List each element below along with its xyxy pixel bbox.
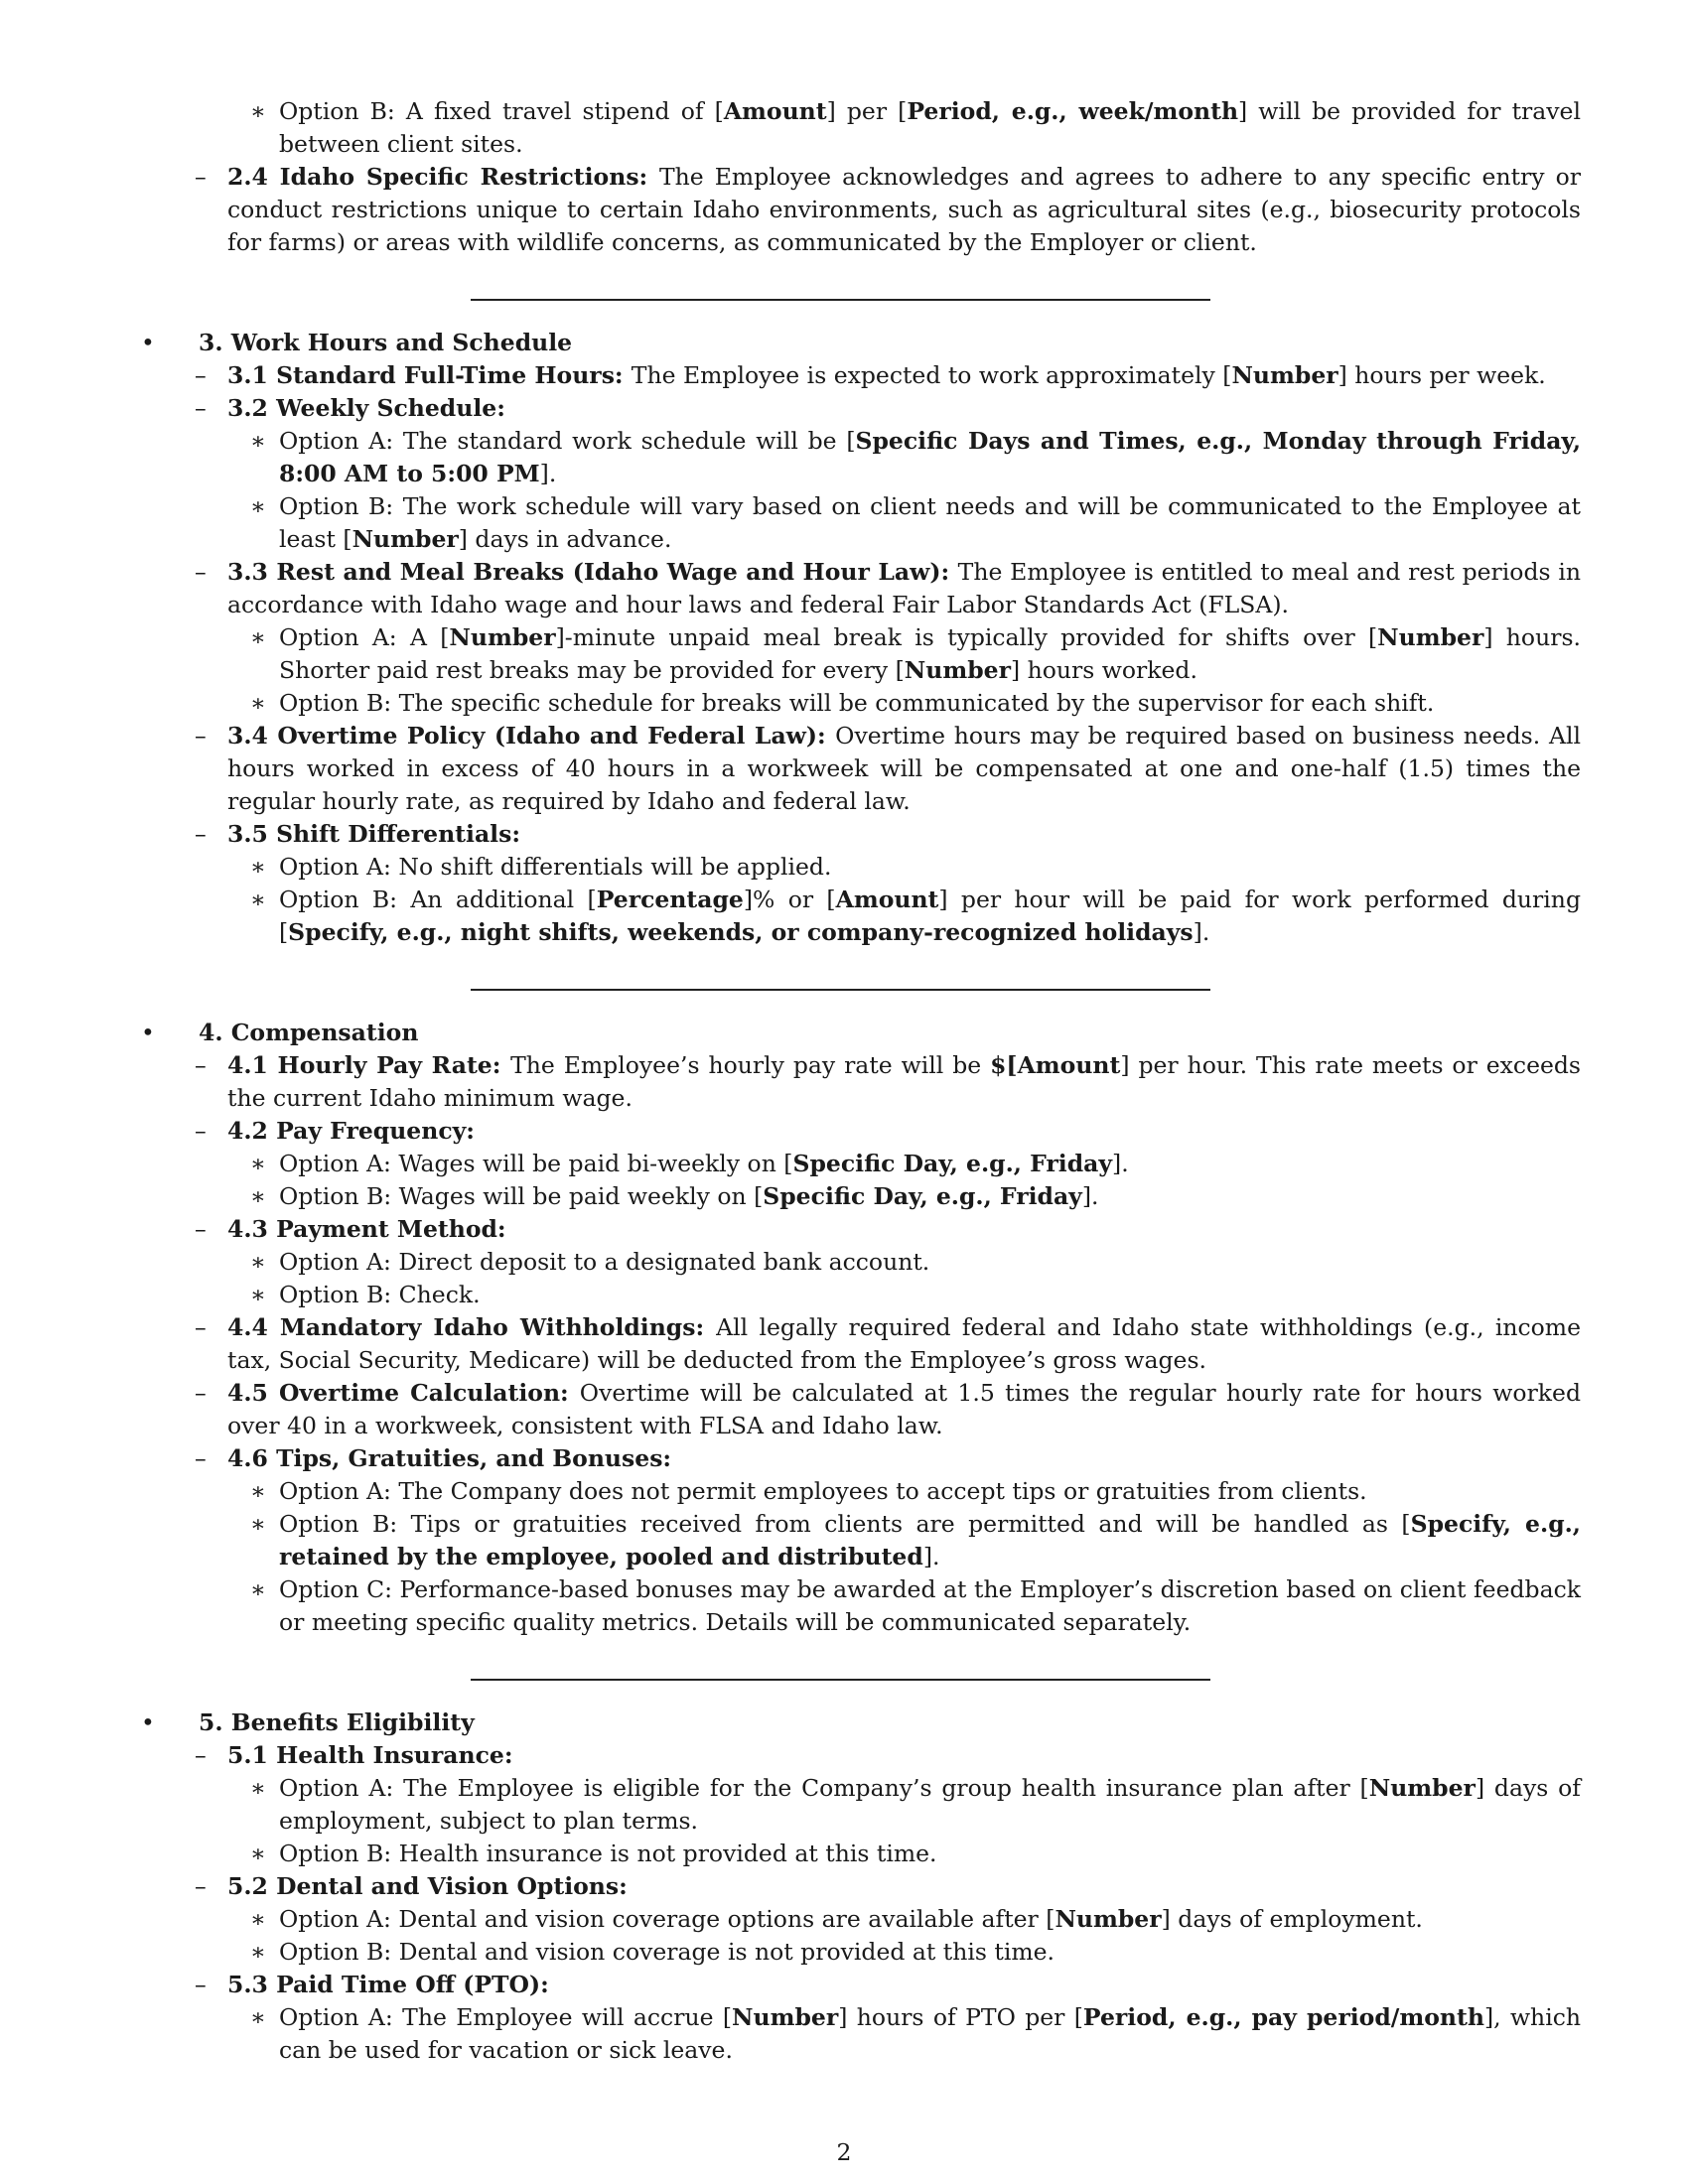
clause-item	[129, 1377, 1581, 1442]
body-text: Option C: Performance-based bonuses may be awarded at the Employer’s discretion based on client feedback or meeting specific quality metrics. Details will be communicated separately.	[279, 1575, 1581, 1636]
bold-text: Amount	[1017, 1051, 1121, 1079]
list-marker: –	[195, 1117, 207, 1145]
option-item	[129, 1903, 1581, 1936]
body-text: ].	[922, 1543, 940, 1570]
list-marker: –	[195, 1444, 207, 1472]
bold-text: Number	[352, 525, 459, 553]
bold-text: 4.4 Mandatory Idaho Withholdings:	[227, 1313, 717, 1341]
list-marker: –	[195, 1379, 207, 1407]
body-text: The Employee is entitled to meal and rest periods in accordance with Idaho wage and hour laws and federal Fair Labor Standards Act (FLSA).	[227, 558, 1581, 618]
list-marker: ∗	[250, 1281, 266, 1308]
list-marker: –	[195, 722, 207, 750]
list-marker: •	[141, 1708, 155, 1736]
list-marker: –	[195, 1051, 207, 1079]
list-marker: ∗	[250, 492, 266, 520]
body-text: ] hours. Shorter paid rest breaks may be provided for every [	[279, 623, 1581, 684]
body-text: ].	[1112, 1150, 1129, 1177]
body-text: Option A: The Employee is eligible for the Company’s group health insurance plan after [	[279, 1774, 1369, 1802]
body-text: Option B: Tips or gratuities received from clients are permitted and will be handled as [	[279, 1510, 1411, 1538]
option-item	[129, 884, 1581, 949]
body-text: ] per hour. This rate meets or exceeds the current Idaho minimum wage.	[227, 1051, 1581, 1112]
bold-text: Number	[449, 623, 556, 651]
bold-text: Specific Day, e.g., Friday	[792, 1150, 1113, 1177]
list-marker: –	[195, 394, 207, 422]
clause-item	[129, 1969, 1581, 2001]
clause-item	[129, 161, 1581, 259]
body-text: ] hours worked.	[1010, 656, 1197, 684]
bold-text: 3.4 Overtime Policy (Idaho and Federal Law):	[227, 722, 836, 750]
list-marker: –	[195, 1741, 207, 1769]
body-text: ], which can be used for vacation or sick leave.	[279, 2003, 1582, 2064]
option-item	[129, 95, 1581, 161]
body-text: Option B: Health insurance is not provided at this time.	[279, 1840, 937, 1867]
bold-text: Period, e.g., week/month	[907, 97, 1239, 125]
option-item	[129, 1246, 1581, 1279]
body-text: Option A: The Employee will accrue [	[279, 2003, 733, 2031]
clause-item	[129, 1311, 1581, 1377]
bold-text: Number	[732, 2003, 839, 2031]
body-text: ] hours per week.	[1337, 361, 1546, 389]
option-item	[129, 1936, 1581, 1969]
list-marker: –	[195, 558, 207, 586]
list-marker: ∗	[250, 2003, 266, 2031]
clause-item	[129, 1049, 1581, 1115]
option-item	[129, 1475, 1581, 1508]
section-heading	[129, 1706, 1581, 1739]
body-text: Option B: A fixed travel stipend of [	[279, 97, 724, 125]
bold-text: Period, e.g., pay period/month	[1082, 2003, 1484, 2031]
option-item	[129, 1838, 1581, 1870]
list-marker: ∗	[250, 1840, 266, 1867]
body-text: Overtime hours may be required based on business needs. All hours worked in excess of 40 hours in a workweek will be compensated at one and one-half (1.5) times the regular hourly rate, as required by Idaho and federal law.	[227, 722, 1581, 815]
section-heading	[129, 1017, 1581, 1049]
body-text: ]% or [	[743, 886, 836, 913]
body-text: ] will be provided for travel between client sites.	[279, 97, 1581, 158]
body-text: ] days of employment.	[1161, 1905, 1423, 1933]
body-text: Option A: The Company does not permit employees to accept tips or gratuities from clients.	[279, 1477, 1367, 1505]
body-text: The Employee’s hourly pay rate will be	[510, 1051, 991, 1079]
body-text: The Employee is expected to work approximately [	[631, 361, 1232, 389]
page-number: 2	[836, 2138, 852, 2166]
clause-item	[129, 1870, 1581, 1903]
bold-text: Specific Days and Times, e.g., Monday through Friday, 8:00 AM to 5:00 PM	[279, 427, 1582, 487]
bold-text: Percentage	[596, 886, 744, 913]
bold-text: Number	[1368, 1774, 1476, 1802]
clause-item	[129, 1115, 1581, 1148]
clause-item	[129, 556, 1581, 621]
list-marker: –	[195, 1215, 207, 1243]
option-item	[129, 687, 1581, 720]
bold-text: Specific Day, e.g., Friday	[763, 1182, 1082, 1210]
list-marker: –	[195, 361, 207, 389]
list-marker: •	[141, 329, 155, 356]
body-text: Option A: Direct deposit to a designated bank account.	[279, 1248, 930, 1276]
body-text: Option B: Wages will be paid weekly on [	[279, 1182, 764, 1210]
bold-text: 4.5 Overtime Calculation:	[227, 1379, 580, 1407]
list-marker: ∗	[250, 853, 266, 881]
list-marker: ∗	[250, 1905, 266, 1933]
bold-text: Amount	[723, 97, 827, 125]
body-text: Overtime will be calculated at 1.5 times the regular hourly rate for hours worked over 40 in a workweek, consistent with FLSA and Idaho law.	[227, 1379, 1581, 1439]
bold-text: Number	[1055, 1905, 1162, 1933]
body-text: All legally required federal and Idaho state withholdings (e.g., income tax, Social Security, Medicare) will be deducted from the Employee’s gross wages.	[227, 1313, 1582, 1374]
bold-text: 5. Benefits Eligibility	[199, 1708, 475, 1736]
document-body	[129, 95, 1581, 2067]
clause-item	[129, 359, 1581, 392]
bold-text: 5.3 Paid Time Off (PTO):	[227, 1971, 549, 1998]
list-marker: ∗	[250, 1774, 266, 1802]
list-marker: ∗	[250, 427, 266, 455]
option-item	[129, 621, 1581, 687]
list-marker: •	[141, 1019, 155, 1046]
body-text: Option B: An additional [	[279, 886, 597, 913]
option-item	[129, 1573, 1581, 1639]
body-text: Option B: Dental and vision coverage is not provided at this time.	[279, 1938, 1055, 1966]
option-item	[129, 1279, 1581, 1311]
body-text: ].	[539, 460, 557, 487]
body-text: Option A: Wages will be paid bi-weekly on [	[279, 1150, 793, 1177]
body-text: Option A: Dental and vision coverage options are available after [	[279, 1905, 1055, 1933]
body-text: ] days in advance.	[458, 525, 672, 553]
bold-text: 4.6 Tips, Gratuities, and Bonuses:	[227, 1444, 672, 1472]
option-item	[129, 1508, 1581, 1573]
clause-item	[129, 1739, 1581, 1772]
list-marker: –	[195, 163, 207, 191]
list-marker: ∗	[250, 689, 266, 717]
clause-item	[129, 392, 1581, 425]
bold-text: 3.5 Shift Differentials:	[227, 820, 521, 848]
option-item	[129, 1180, 1581, 1213]
list-marker: ∗	[250, 1182, 266, 1210]
section-divider	[471, 299, 1210, 301]
body-text: Option B: The specific schedule for breaks will be communicated by the supervisor for each shift.	[279, 689, 1435, 717]
bold-text: 4. Compensation	[199, 1019, 419, 1046]
list-marker: ∗	[250, 1575, 266, 1603]
bold-text: Specify, e.g., retained by the employee, pooled and distributed	[279, 1510, 1581, 1570]
option-item	[129, 490, 1581, 556]
body-text: Option A: No shift differentials will be applied.	[279, 853, 832, 881]
bold-text: 3. Work Hours and Schedule	[199, 329, 573, 356]
bold-text: $[	[990, 1051, 1018, 1079]
body-text: ]-minute unpaid meal break is typically provided for shifts over [	[555, 623, 1378, 651]
list-marker: ∗	[250, 623, 266, 651]
option-item	[129, 1772, 1581, 1838]
body-text: The Employee acknowledges and agrees to adhere to any specific entry or conduct restrictions unique to certain Idaho environments, such as agricultural sites (e.g., biosecurity protocols for farms) or areas with wildlife concerns, as communicated by the Employer or client.	[227, 163, 1581, 256]
clause-item	[129, 1213, 1581, 1246]
list-marker: –	[195, 820, 207, 848]
bold-text: 5.2 Dental and Vision Options:	[227, 1872, 628, 1900]
body-text: Option A: A [	[279, 623, 450, 651]
bold-text: 3.3 Rest and Meal Breaks (Idaho Wage and Hour Law):	[227, 558, 958, 586]
list-marker: ∗	[250, 97, 266, 125]
bold-text: 3.1 Standard Full-Time Hours:	[227, 361, 632, 389]
clause-item	[129, 1442, 1581, 1475]
body-text: ].	[1081, 1182, 1099, 1210]
section-divider	[471, 989, 1210, 991]
bold-text: 3.2 Weekly Schedule:	[227, 394, 505, 422]
section-divider	[471, 1679, 1210, 1681]
body-text: ] days of employment, subject to plan terms.	[279, 1774, 1581, 1835]
option-item	[129, 425, 1581, 490]
body-text: ] hours of PTO per [	[838, 2003, 1083, 2031]
option-item	[129, 851, 1581, 884]
bold-text: Number	[1377, 623, 1484, 651]
body-text: ] per [	[826, 97, 908, 125]
body-text: Option B: The work schedule will vary based on client needs and will be communicated to the Employee at least [	[279, 492, 1581, 553]
bold-text: Number	[904, 656, 1011, 684]
body-text: Option B: Check.	[279, 1281, 481, 1308]
list-marker: ∗	[250, 1150, 266, 1177]
bold-text: 2.4 Idaho Specific Restrictions:	[227, 163, 659, 191]
bold-text: Amount	[835, 886, 939, 913]
list-marker: –	[195, 1872, 207, 1900]
body-text: Option A: The standard work schedule will be [	[279, 427, 856, 455]
list-marker: ∗	[250, 1477, 266, 1505]
option-item	[129, 1148, 1581, 1180]
list-marker: ∗	[250, 1510, 266, 1538]
section-heading	[129, 327, 1581, 359]
list-marker: ∗	[250, 886, 266, 913]
list-marker: ∗	[250, 1938, 266, 1966]
clause-item	[129, 818, 1581, 851]
list-marker: –	[195, 1313, 207, 1341]
body-text: ] per hour will be paid for work performed during [	[279, 886, 1581, 946]
list-marker: ∗	[250, 1248, 266, 1276]
list-marker: –	[195, 1971, 207, 1998]
bold-text: Specify, e.g., night shifts, weekends, or company-recognized holidays	[288, 918, 1194, 946]
bold-text: Number	[1231, 361, 1338, 389]
clause-item	[129, 720, 1581, 818]
body-text: ].	[1193, 918, 1210, 946]
bold-text: 4.1 Hourly Pay Rate:	[227, 1051, 511, 1079]
option-item	[129, 2001, 1581, 2067]
bold-text: 4.3 Payment Method:	[227, 1215, 506, 1243]
bold-text: 5.1 Health Insurance:	[227, 1741, 513, 1769]
bold-text: 4.2 Pay Frequency:	[227, 1117, 475, 1145]
